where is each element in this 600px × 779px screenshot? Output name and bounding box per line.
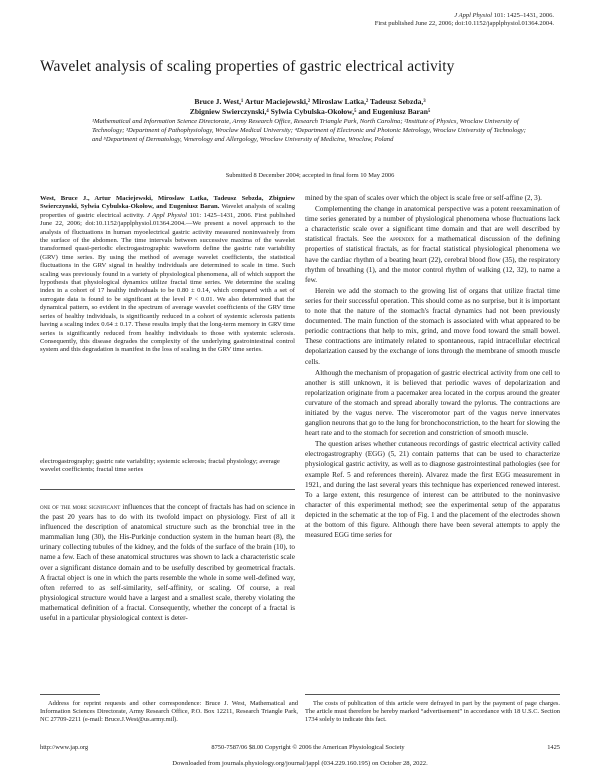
journal-citation: 101: 1425–1431, 2006.: [493, 12, 554, 19]
section-divider: [40, 489, 295, 490]
article-title: Wavelet analysis of scaling properties of gastric electrical activity: [40, 58, 455, 75]
first-published: First published June 22, 2006; doi:10.1152/japplphysiol.01364.2004.: [374, 20, 554, 27]
publication-costs-footnote: The costs of publication of this article were defrayed in part by the payment of page charges. The article must therefore be hereby marked “advertisement” in accordance with 18 U.S.C. Section 1734 solely to indicate this fact.: [305, 700, 560, 723]
authors-line-2: Zbigniew Swierczynski,⁴ Sylwia Cybulska-Okołow,⁵ and Eugeniusz Baran⁵: [189, 106, 431, 116]
appendix-link[interactable]: appendix: [389, 235, 415, 244]
authors-line-1: Bruce J. West,¹ Artur Maciejewski,² Miroslaw Latka,² Tadeusz Sebzda,³: [194, 97, 426, 106]
paragraph-3: Herein we add the stomach to the growing list of organs that utilize fractal time series for their successful operation. This should come as no surprise, but it is important to note that the nature of the stomach's fractal dynamics had not been previously documented. The main function of the stomach is associated with what appeared to be periodic contractions that help to mix, grind, and move food toward the small bowel. These contractions are intimately related to spontaneous, rapid intracellular electrical depolarization caused by the exchange of ions through the membrane of smooth muscle cells.: [305, 286, 560, 366]
introduction: [40, 502, 295, 623]
right-column-text: [305, 193, 560, 541]
abstract-citation-title: Wavelet analysis of scaling properties of gastric electrical activity.: [40, 203, 295, 219]
journal-url[interactable]: http://www.jap.org: [40, 744, 89, 751]
intro-text: influences that the concept of fractals has had on science in the past 20 years has to do with its twofold impact on physiology. First of all it influenced the description of anatomical structure such as the bronchial tree in the mammalian lung (30), the His-Purkinje conduction system in the human heart (8), the urinary collecting tubules of the kidney, and the folds of the surface of the brain (10), to name a few. Each of these anatomical structures was shown to lack a characteristic scale over a significant distance domain and to be usefully described by geometrical fractals. A fractal object is one in which the parts resemble the whole in some well-defined way, often referred to as self-similarity, self-affinity, or scaling. Of course, a real physiological structure would have a largest and a smallest scale, thereby violating the mathematical definition of a fractal. Consequently, whether the concept of a fractal is useful in a particular physiological context is deter-: [40, 503, 295, 623]
abstract: [40, 195, 295, 355]
paragraph-4: Although the mechanism of propagation of gastric electrical activity from one cell to another is still unknown, it is believed that periodic waves of depolarization and repolarization originate from a pacemaker area located in the corpus around the greater curvature of the stomach and spread aborally toward the pylorus. The contractions are initiated by the vagus nerve. The visceromotor part of the vagus nerve innervates ganglion neurons that go to the lung for bronchoconstriction, to the heart for slowing the heart rate and to the stomach for secretion and constriction of smooth muscle.: [305, 368, 560, 438]
journal-name: J Appl Physiol: [454, 12, 493, 19]
journal-reference: [375, 12, 554, 28]
footnote-rule-left: [40, 694, 100, 695]
paragraph-1: mined by the span of scales over which the object is scale free or self-affine (2, 3).: [305, 194, 542, 202]
download-notice: Downloaded from journals.physiology.org/journal/jappl (034.229.160.195) on October 28, 2022.: [172, 760, 428, 767]
abstract-journal: J Appl Physiol: [146, 211, 187, 219]
affiliations: ¹Mathematical and Information Science Directorate, Army Research Office, Research Triangle Park, North Carolina; ²Institute of Physics, Wroclaw University of Technology; ³Department of Pathophysiology, Wroclaw Medical University; ⁴Department of Electronic and Photonic Metrology, Wroclaw University of Technology; and ⁵Department of Dermatology, Venerology and Allergology, Wroclaw University of Medicine, Wroclaw, Poland: [92, 118, 526, 143]
correspondence-footnote: Address for reprint requests and other correspondence: Bruce J. West, Mathematical and Information Sciences Directorate, Army Research Office, P.O. Box 12211, Research Triangle Park, NC 27709-2211 (e-mail: Bruce.J.West@us.army.mil).: [40, 700, 298, 723]
paragraph-2-part-b: for a mathematical discussion of the defining properties of statistical fractals, as for fractal statistical physiological phenomena we have the cardiac rhythm of a beating heart (22), cerebral blood flow (35), the respiratory rhythm of breathing (1), and the motor control rhythm of walking (12, 32), to name a few.: [305, 235, 560, 284]
page-number: 1425: [547, 744, 560, 751]
paragraph-2: [305, 204, 560, 285]
abstract-authors: West, Bruce J., Artur Maciejewski, Miroslaw Latka, Tadeusz Sebzda, Zbigniew Swierczynski, Sylwia Cybulska-Okołow, and Eugeniusz Baran.: [40, 195, 295, 211]
abstract-text: 101: 1425–1431, 2006. First published June 22, 2006; doi:10.1152/japplphysiol.01364.2004.—We present a novel approach to the analysis of fluctuations in human myoelectrical gastric activity measured noninvasively from the surface of the abdomen. The time intervals between successive maxima of the wavelet transformed quasi-periodic electrogastrographic waveform define the gastric rate variability (GRV) time series. By using the method of average wavelet coefficients, the statistical fluctuations in the GRV signal in healthy individuals are determined to scale in time. Such scaling was previously found in a variety of physiological phenomena, all of which support the hypothesis that physiological dynamics utilize fractal time series. We determine the scaling index in a cohort of 17 healthy individuals to be 0.80 ± 0.14, which compared with a set of surrogate data is found to be significant at the level P < 0.01. We also determined that the dynamical pattern, so evident in the spectrum of average wavelet coefficients of the GRV time series of healthy individuals, is significantly reduced in a cohort of systemic sclerosis patients having a scaling index 0.64 ± 0.17. These results imply that the long-term memory in GRV time series is significantly reduced from healthy individuals to those with systemic sclerosis. Consequently, this disease degrades the complexity of the underlying gastrointestinal control system and this degradation is manifest in the loss of scaling in the GRV time series.: [40, 211, 295, 354]
keywords: electrogastrography; gastric rate variability; systemic sclerosis; fractal physiology; average wavelet coefficients; fractal time series: [40, 458, 280, 474]
intro-lead: one of the more significant: [40, 503, 121, 511]
copyright: 8750-7587/06 $8.00 Copyright © 2006 the American Physiological Society: [211, 744, 405, 751]
paragraph-5: The question arises whether cutaneous recordings of gastric electrical activity called electrogastrography (EGG) (5, 21) contain patterns that can be used to characterize physiological gastric activity, as well as to diagnose gastrointestinal pathologies (see for example Ref. 5 and references therein). Alvarez made the first EGG measurement in 1921, and during the last several years this technique has experienced renewed interest. To a large extent, this resurgence of interest can be attributed to the noninvasive character of this experimental method; see the experimental setup of the apparatus depicted in the schematic at the top of Fig. 1 and the placement of the electrodes shown at the bottom of this figure. Although there have been several attempts to apply the measured EGG time series for: [305, 440, 560, 540]
paragraph-2-part-a: Complementing the change in anatomical perspective was a potent reexamination of time series generated by a number of physiological phenomena whose fluctuations lack a characteristic scale over a significant time domain and that are well described by statistical fractals. See the: [305, 205, 560, 244]
author-list: [40, 97, 580, 116]
submission-dates: Submitted 8 December 2004; accepted in final form 10 May 2006: [225, 172, 395, 179]
footnote-rule-right: [305, 694, 560, 695]
